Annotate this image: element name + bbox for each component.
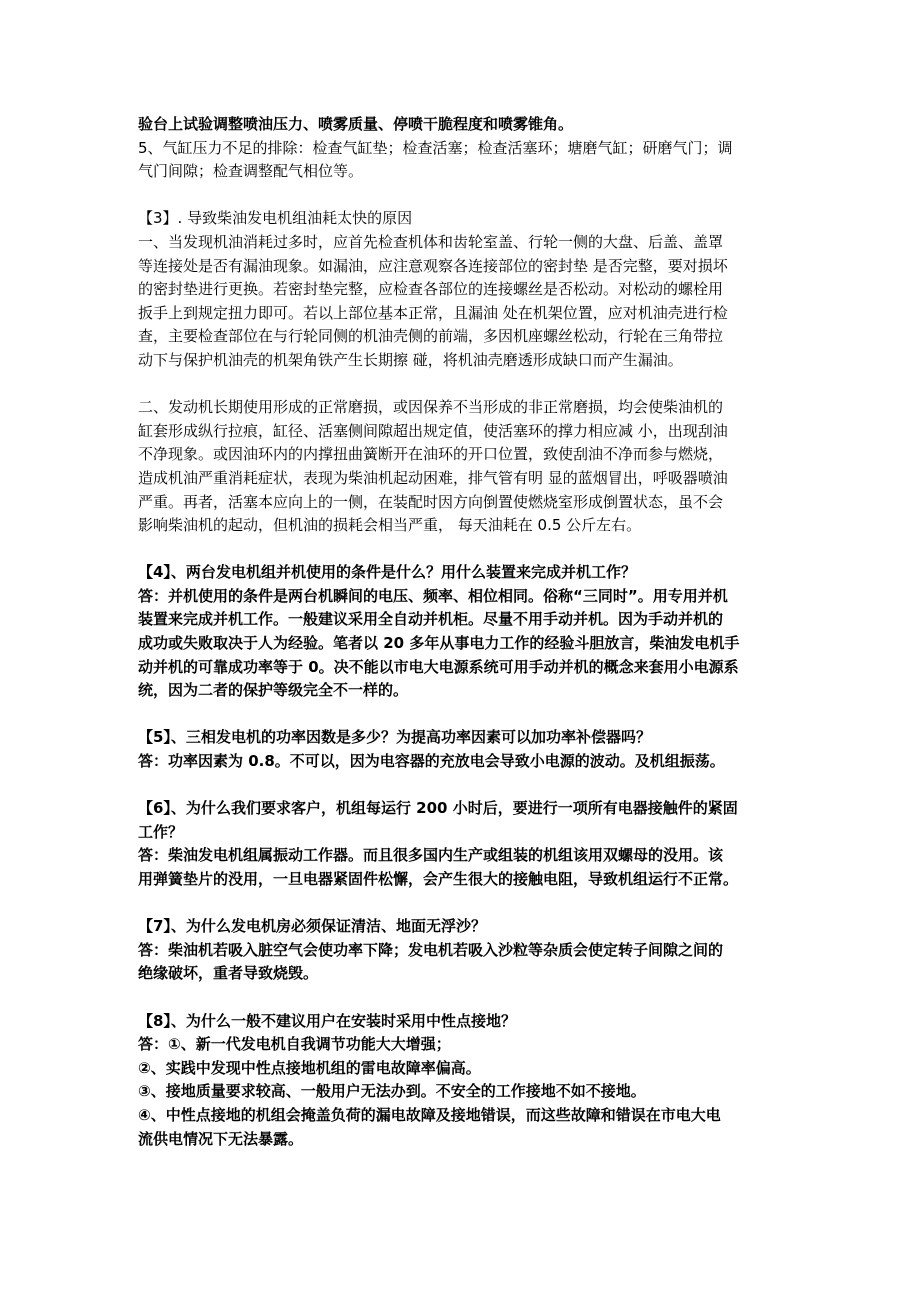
text-line: 答：并机使用的条件是两台机瞬间的电压、频率、相位相同。俗称“三同时”。用专用并机	[138, 586, 728, 605]
text-line: 扳手上到规定扭力即可。若以上部位基本正常，且漏油 处在机架位置，应对机油壳进行检	[138, 303, 728, 322]
text-line: 【5】、三相发电机的功率因数是多少？为提高功率因素可以加功率补偿器吗？	[138, 728, 651, 747]
text-line: 动并机的可靠成功率等于 0。决不能以市电大电源系统可用手动并机的概念来套用小电源系	[138, 657, 739, 676]
paragraph-gap	[138, 538, 788, 562]
text-line: 严重。再者，活塞本应向上的一侧，在装配时因方向倒置使燃烧室形成倒置状态，虽不会	[138, 492, 724, 511]
text-line: 绝缘破坏，重者导致烧毁。	[138, 964, 319, 983]
text-line: 答：柴油发电机组属振动工作器。而且很多国内生产或组装的机组该用双螺母的没用。该	[138, 846, 724, 865]
text-line: 工作？	[138, 822, 184, 841]
text-line: 等连接处是否有漏油现象。如漏油，应注意观察各连接部位的密封垫 是否完整，要对损坏	[138, 256, 728, 275]
text-line: 造成机油严重消耗症状，表现为柴油机起动困难，排气管有明 显的蓝烟冒出，呼吸器喷油	[138, 468, 728, 487]
text-line: 的密封垫进行更换。若密封垫完整，应检查各部位的连接螺丝是否松动。对松动的螺栓用	[138, 280, 724, 299]
text-line: ②、实践中发现中性点接地机组的雷电故障率偏高。	[138, 1058, 481, 1077]
paragraph-gap	[138, 892, 788, 916]
text-line: ③、接地质量要求较高、一般用户无法办到。不安全的工作接地不如不接地。	[138, 1082, 646, 1101]
paragraph-gap	[138, 703, 788, 727]
text-line: 验台上试验调整喷油压力、喷雾质量、停喷干脆程度和喷雾锥角。	[138, 115, 574, 133]
text-line: 答：柴油机若吸入脏空气会使功率下降；发电机若吸入沙粒等杂质会使定转子间隙之间的	[138, 940, 724, 959]
paragraph-gap	[138, 184, 788, 208]
paragraph	[138, 137, 788, 184]
paragraph-gap	[138, 986, 788, 1010]
paragraph	[138, 726, 788, 773]
paragraph-gap	[138, 774, 788, 798]
paragraph	[138, 113, 788, 137]
text-line: 缸套形成纵行拉痕，缸径、活塞侧间隙超出规定值，使活塞环的撑力相应减 小，出现刮油	[138, 421, 728, 440]
text-line: 用弹簧垫片的没用，一旦电器紧固件松懈，会产生很大的接触电阻，导致机组运行不正常。	[138, 870, 739, 888]
paragraph	[138, 797, 788, 891]
paragraph	[138, 915, 788, 986]
text-line: 【7】、为什么发电机房必须保证清洁、地面无浮沙？	[138, 917, 486, 936]
document-body	[138, 113, 788, 1151]
text-line: 流供电情况下无法暴露。	[138, 1129, 304, 1148]
text-line: 【3】. 导致柴油发电机组油耗太快的原因	[138, 209, 413, 228]
text-line: 不净现象。或因油环内的内撑扭曲簧断开在油环的开口位置，致使刮油不净而参与燃烧，	[138, 445, 724, 464]
text-line: 动下与保护机油壳的机架角铁产生长期擦 碰，将机油壳磨透形成缺口而产生漏油。	[138, 350, 683, 369]
text-line: 一、当发现机油消耗过多时，应首先检查机体和齿轮室盖、行轮一侧的大盘、后盖、盖罩	[138, 232, 724, 251]
paragraph	[138, 1010, 788, 1152]
text-line: 二、发动机长期使用形成的正常磨损，或因保养不当形成的非正常磨损，均会使柴油机的	[138, 398, 724, 417]
text-line: 【8】、为什么一般不建议用户在安装时采用中性点接地？	[138, 1011, 516, 1030]
text-line: 【6】、为什么我们要求客户，机组每运行 200 小时后，要进行一项所有电器接触件的紧固	[138, 799, 738, 818]
text-line: 5、气缸压力不足的排除：检查气缸垫；检查活塞；检查活塞环；塘磨气缸；研磨气门；调	[138, 138, 733, 157]
text-line: 成功或失败取决于人为经验。笔者以 20 多年从事电力工作的经验斗胆放言，柴油发电机手	[138, 634, 740, 653]
text-line: 气门间隙；检查调整配气相位等。	[138, 162, 364, 181]
text-line: 装置来完成并机工作。一般建议采用全自动并机柜。尽量不用手动并机。因为手动并机的	[138, 610, 724, 629]
text-line: 影响柴油机的起动，但机油的损耗会相当严重， 每天油耗在 0.5 公斤左右。	[138, 516, 642, 535]
paragraph	[138, 207, 788, 372]
paragraph	[138, 396, 788, 538]
text-line: 答：功率因素为 0.8。不可以，因为电容器的充放电会导致小电源的波动。及机组振荡。	[138, 752, 725, 771]
text-line: ④、中性点接地的机组会掩盖负荷的漏电故障及接地错误，而这些故障和错误在市电大电	[138, 1105, 721, 1124]
text-line: 查，主要检查部位在与行轮同侧的机油壳侧的前端，多因机座螺丝松动，行轮在三角带拉	[138, 327, 724, 346]
text-line: 统，因为二者的保护等级完全不一样的。	[138, 681, 409, 700]
paragraph	[138, 561, 788, 703]
text-line: 答：①、新一代发电机自我调节功能大大增强；	[138, 1035, 451, 1054]
paragraph-gap	[138, 373, 788, 397]
text-line: 【4】、两台发电机组并机使用的条件是什么？用什么装置来完成并机工作？	[138, 563, 636, 582]
